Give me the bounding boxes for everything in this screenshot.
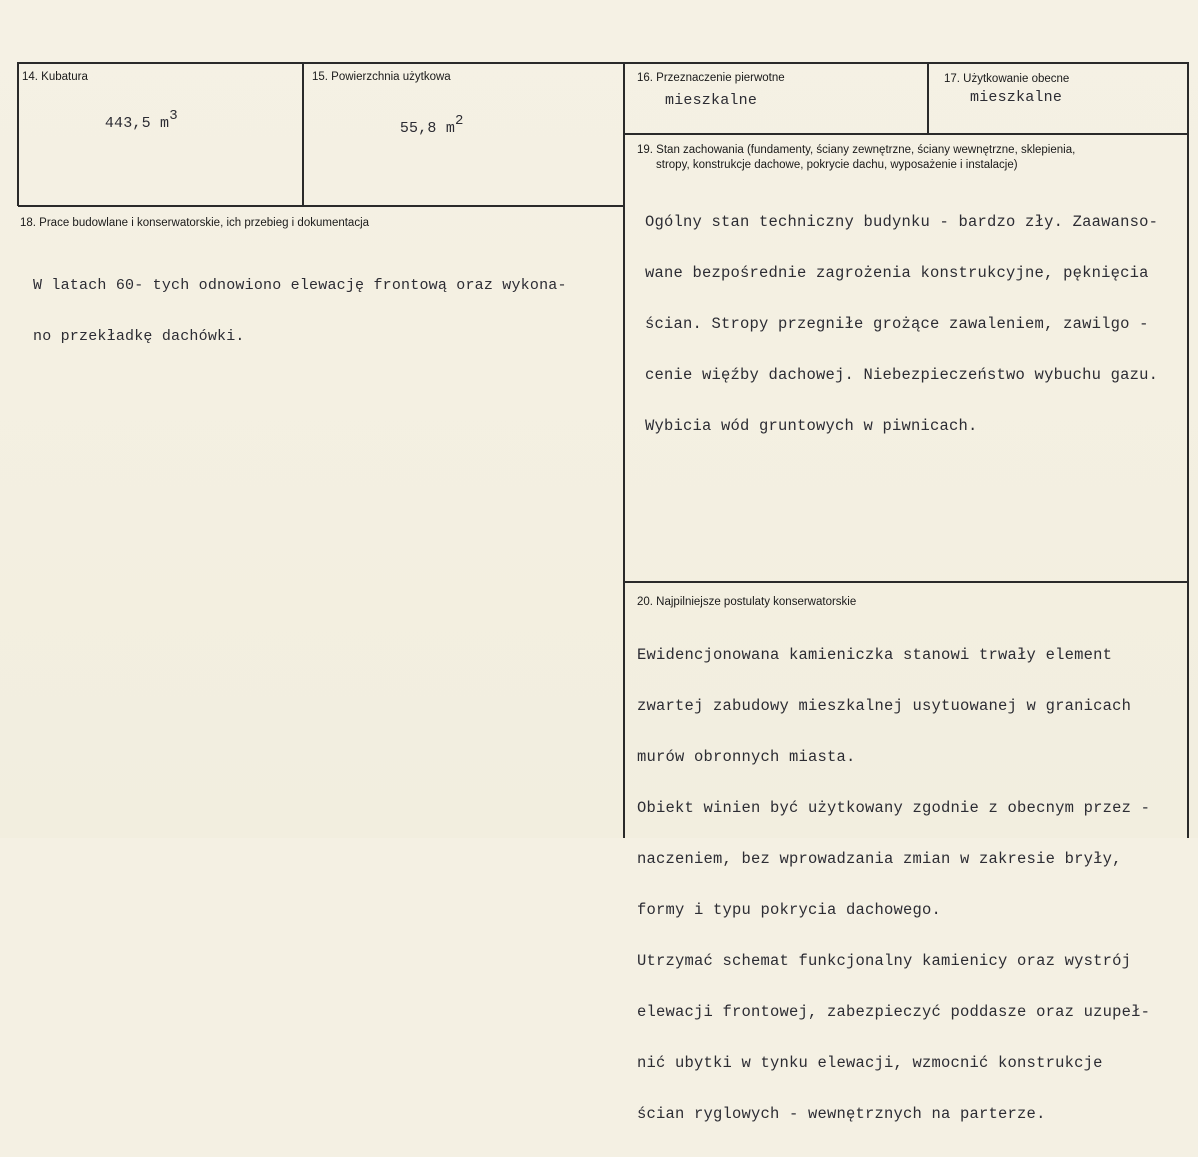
postulaty-line: elewacji frontowej, zabezpieczyć poddasze oraz uzupeł- — [637, 1003, 1151, 1021]
divider-14-15 — [302, 62, 304, 206]
stan-text — [645, 180, 1158, 469]
row-16-17-bottom-line — [625, 133, 1188, 135]
postulaty-line: Obiekt winien być użytkowany zgodnie z obecnym przez - — [637, 799, 1151, 817]
top-border-line — [18, 62, 1188, 64]
powierzchnia-number: 55,8 m — [399, 120, 456, 137]
divider-16-17 — [927, 62, 929, 134]
postulaty-text — [637, 613, 1150, 1157]
postulaty-line: Utrzymać schemat funkcjonalny kamienicy oraz wystrój — [637, 952, 1132, 970]
postulaty-line: Ewidencjonowana kamieniczka stanowi trwały element — [637, 646, 1113, 664]
postulaty-line: ścian ryglowych - wewnętrznych na parterze. — [637, 1105, 1046, 1123]
przeznaczenie-value: mieszkalne — [665, 92, 758, 109]
powierzchnia-label: 15. Powierzchnia użytkowa — [312, 71, 451, 83]
stan-line: Ogólny stan techniczny budynku - bardzo zły. Zaawanso- — [645, 213, 1159, 231]
postulaty-label: 20. Najpilniejsze postulaty konserwatorskie — [637, 596, 857, 608]
kubatura-number: 443,5 m — [104, 115, 170, 132]
uzytkowanie-value: mieszkalne — [970, 89, 1063, 106]
center-divider — [623, 62, 625, 838]
kubatura-exponent: 3 — [169, 108, 178, 124]
prace-line: no przekładkę dachówki. — [33, 328, 245, 345]
stan-line: ścian. Stropy przegniłe grożące zawaleniem, zawilgo - — [645, 315, 1149, 333]
left-border-line — [17, 62, 19, 206]
kubatura-label: 14. Kubatura — [22, 71, 88, 83]
right-border-line — [1187, 62, 1189, 838]
powierzchnia-value — [363, 98, 464, 154]
postulaty-line: formy i typu pokrycia dachowego. — [637, 901, 942, 919]
przeznaczenie-label: 16. Przeznaczenie pierwotne — [637, 72, 785, 84]
prace-label: 18. Prace budowlane i konserwatorskie, ich przebieg i dokumentacja — [20, 217, 370, 229]
stan-line: wane bezpośrednie zagrożenia konstrukcyjne, pęknięcia — [645, 264, 1149, 282]
powierzchnia-exponent: 2 — [455, 113, 464, 129]
kubatura-value — [68, 93, 178, 149]
postulaty-line: naczeniem, bez wprowadzania zmian w zakresie bryły, — [637, 850, 1122, 868]
prace-text — [33, 243, 567, 379]
postulaty-line: murów obronnych miasta. — [637, 748, 856, 766]
prace-line: W latach 60- tych odnowiono elewację frontową oraz wykona- — [33, 277, 567, 294]
row-14-15-bottom-line — [18, 205, 624, 207]
postulaty-line: nić ubytki w tynku elewacji, wzmocnić konstrukcje — [637, 1054, 1103, 1072]
stan-label-line1: 19. Stan zachowania (fundamenty, ściany zewnętrzne, ściany wewnętrzne, sklepienia, — [637, 144, 1076, 156]
postulaty-line: zwartej zabudowy mieszkalnej usytuowanej w granicach — [637, 697, 1132, 715]
uzytkowanie-label: 17. Użytkowanie obecne — [944, 73, 1070, 85]
row-19-bottom-line — [625, 581, 1188, 583]
stan-line: Wybicia wód gruntowych w piwnicach. — [645, 417, 978, 435]
stan-label-line2: stropy, konstrukcje dachowe, pokrycie dachu, wyposażenie i instalacje) — [656, 159, 1018, 171]
stan-line: cenie więźby dachowej. Niebezpieczeństwo wybuchu gazu. — [645, 366, 1159, 384]
